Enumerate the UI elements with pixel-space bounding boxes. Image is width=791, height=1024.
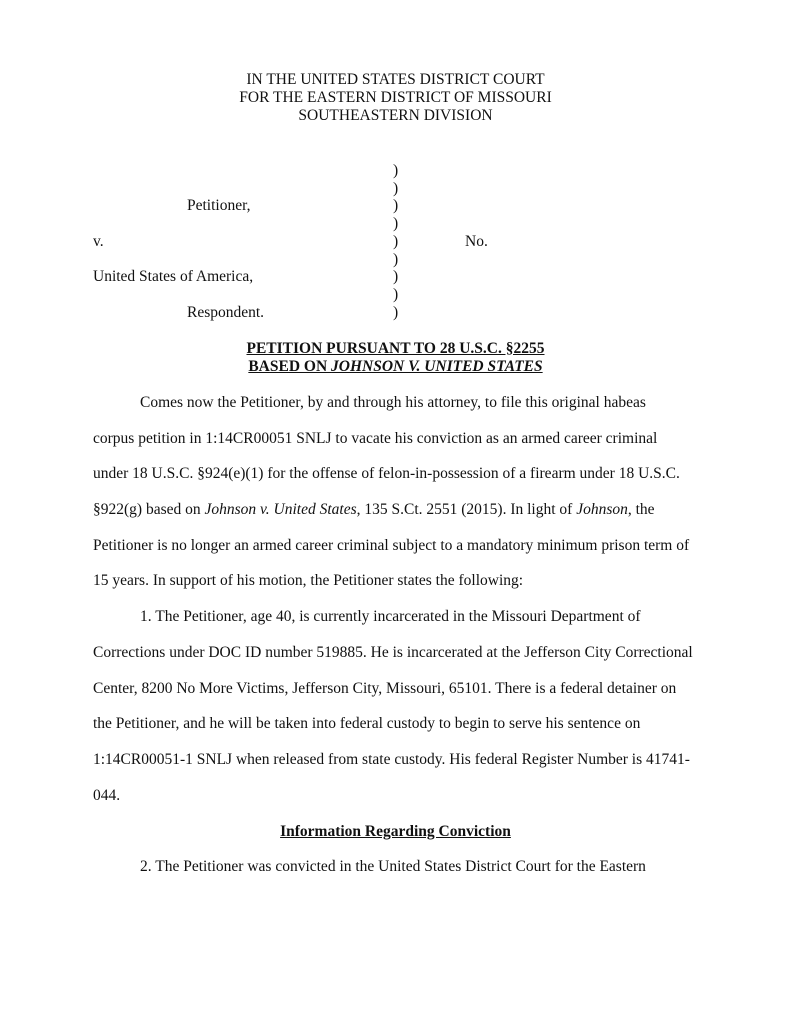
numbered-paragraph-line: 1:14CR00051-1 SNLJ when released from state custody. His federal Register Number is 41741- <box>93 751 690 768</box>
intro-line: corpus petition in 1:14CR00051 SNLJ to vacate his conviction as an armed career criminal <box>93 430 658 447</box>
court-heading-line-3: SOUTHEASTERN DIVISION <box>298 107 493 124</box>
petition-title-line-1: PETITION PURSUANT TO 28 U.S.C. §2255 <box>246 340 545 357</box>
court-heading-line-1: IN THE UNITED STATES DISTRICT COURT <box>246 71 545 88</box>
court-heading-line-2: FOR THE EASTERN DISTRICT OF MISSOURI <box>239 89 552 106</box>
caption-petitioner: Petitioner, <box>187 197 251 214</box>
numbered-paragraph-line: the Petitioner, and he will be taken into federal custody to begin to serve his sentence on <box>93 715 641 732</box>
case-number-label: No. <box>465 233 488 250</box>
caption-paren: ) <box>393 197 399 214</box>
caption-paren: ) <box>393 233 399 250</box>
caption-paren: ) <box>393 162 399 179</box>
intro-line: Petitioner is no longer an armed career criminal subject to a mandatory minimum prison term of <box>93 537 690 554</box>
numbered-paragraph-line: Center, 8200 No More Victims, Jefferson City, Missouri, 65101. There is a federal detainer on <box>93 680 677 697</box>
caption-paren: ) <box>393 251 399 268</box>
caption-respondent: Respondent. <box>187 304 265 321</box>
petition-title-line-2: BASED ON JOHNSON V. UNITED STATES <box>248 358 543 375</box>
caption-paren: ) <box>393 304 399 321</box>
caption-paren: ) <box>393 268 399 285</box>
caption-paren: ) <box>393 286 399 303</box>
caption-paren: ) <box>393 180 399 197</box>
caption-versus: v. <box>93 233 104 250</box>
numbered-paragraph-line: 2. The Petitioner was convicted in the United States District Court for the Eastern <box>140 858 646 875</box>
numbered-paragraph-line: Corrections under DOC ID number 519885. He is incarcerated at the Jefferson City Correctional <box>93 644 693 661</box>
numbered-paragraph-line: 1. The Petitioner, age 40, is currently incarcerated in the Missouri Department of <box>140 608 641 625</box>
intro-line: §922(g) based on Johnson v. United States, 135 S.Ct. 2551 (2015). In light of Johnson, the <box>93 501 655 518</box>
section-heading: Information Regarding Conviction <box>280 823 511 840</box>
intro-line: 15 years. In support of his motion, the Petitioner states the following: <box>93 572 524 589</box>
numbered-paragraph-line: 044. <box>93 787 121 804</box>
intro-line: under 18 U.S.C. §924(e)(1) for the offense of felon-in-possession of a firearm under 18 U.S.C. <box>93 465 680 482</box>
caption-paren: ) <box>393 215 399 232</box>
caption-respondent-name: United States of America, <box>93 268 254 285</box>
intro-line: Comes now the Petitioner, by and through his attorney, to file this original habeas <box>140 394 646 411</box>
